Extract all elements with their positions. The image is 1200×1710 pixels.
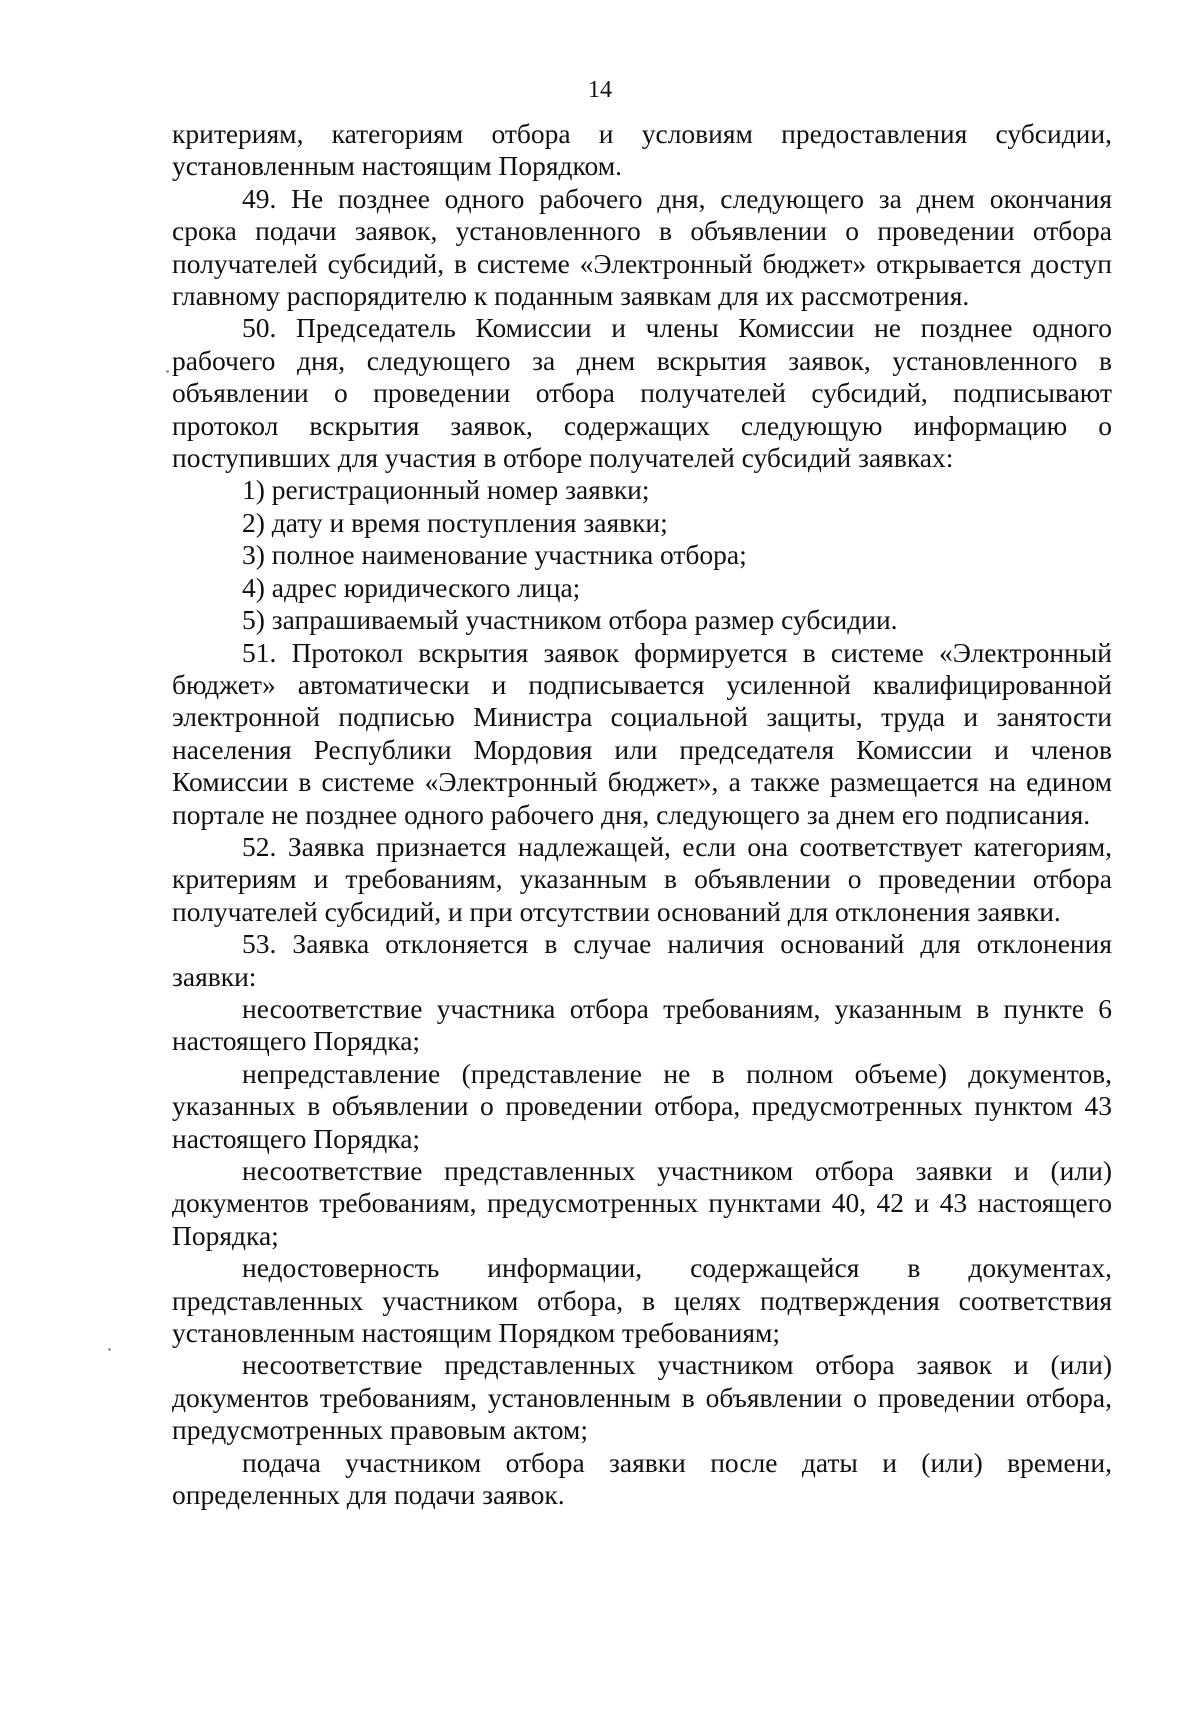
list-item-2: 2) дату и время поступления заявки; bbox=[242, 506, 668, 538]
paragraph-52: 52. Заявка признается надлежащей, если она соответствует категориям, критериям и требованиям, указанным в объявлении о проведении отбора получателей субсидий, и при отсутствии оснований для отклонения заявки. bbox=[172, 830, 1112, 927]
paragraph-continuation: критериям, категориям отбора и условиям предоставления субсидии, установленным настоящим Порядком. bbox=[172, 118, 1112, 182]
paragraph-49: 49. Не позднее одного рабочего дня, следующего за днем окончания срока подачи заявок, установленного в объявлении о проведении отбора получателей субсидий, в системе «Электронный бюджет» открывается доступ главному распорядителю к поданным заявкам для их рассмотрения. bbox=[172, 182, 1112, 312]
paragraph-50: 50. Председатель Комиссии и члены Комиссии не позднее одного рабочего дня, следующего за днем вскрытия заявок, установленного в объявлении о проведении отбора получателей субсидий, подписывают протокол вскрытия заявок, содержащих следующую информацию о поступивших для участия в отборе получателей субсидий заявках: bbox=[172, 312, 1112, 474]
rejection-reason-6: подача участником отбора заявки после даты и (или) времени, определенных для подачи заявок. bbox=[172, 1446, 1112, 1511]
page-number: 14 bbox=[588, 77, 612, 103]
rejection-reason-5: несоответствие представленных участником отбора заявок и (или) документов требованиям, установленным в объявлении о проведении отбора, предусмотренных правовым актом; bbox=[172, 1349, 1112, 1446]
scan-speck bbox=[108, 1348, 111, 1351]
rejection-reason-3: несоответствие представленных участником отбора заявки и (или) документов требованиям, предусмотренных пунктами 40, 42 и 43 настоящего Порядка; bbox=[172, 1155, 1112, 1251]
rejection-reason-1: несоответствие участника отбора требованиям, указанным в пункте 6 настоящего Порядка; bbox=[172, 992, 1112, 1057]
paragraph-53: 53. Заявка отклоняется в случае наличия оснований для отклонения заявки: bbox=[172, 928, 1112, 992]
rejection-reason-4: недостоверность информации, содержащейся в документах, представленных участником отбора, в целях подтверждения соответствия установленным настоящим Порядком требованиям; bbox=[172, 1252, 1112, 1349]
list-item-3: 3) полное наименование участника отбора; bbox=[242, 539, 747, 571]
scan-speck bbox=[166, 370, 169, 373]
paragraph-51: 51. Протокол вскрытия заявок формируется в системе «Электронный бюджет» автоматически и подписывается усиленной квалифицированной электронной подписью Министра социальной защиты, труда и занятости населения Республики Мордовия или председателя Комиссии и членов Комиссии в системе «Электронный бюджет», а также размещается на едином портале не позднее одного рабочего дня, следующего за днем его подписания. bbox=[172, 636, 1112, 830]
list-item-5: 5) запрашиваемый участником отбора размер субсидии. bbox=[242, 604, 898, 636]
rejection-reason-2: непредставление (представление не в полном объеме) документов, указанных в объявлении о проведении отбора, предусмотренных пунктом 43 настоящего Порядка; bbox=[172, 1057, 1112, 1154]
list-item-1: 1) регистрационный номер заявки; bbox=[242, 474, 650, 506]
document-body bbox=[172, 118, 1112, 1511]
list-item-4: 4) адрес юридического лица; bbox=[242, 571, 581, 603]
